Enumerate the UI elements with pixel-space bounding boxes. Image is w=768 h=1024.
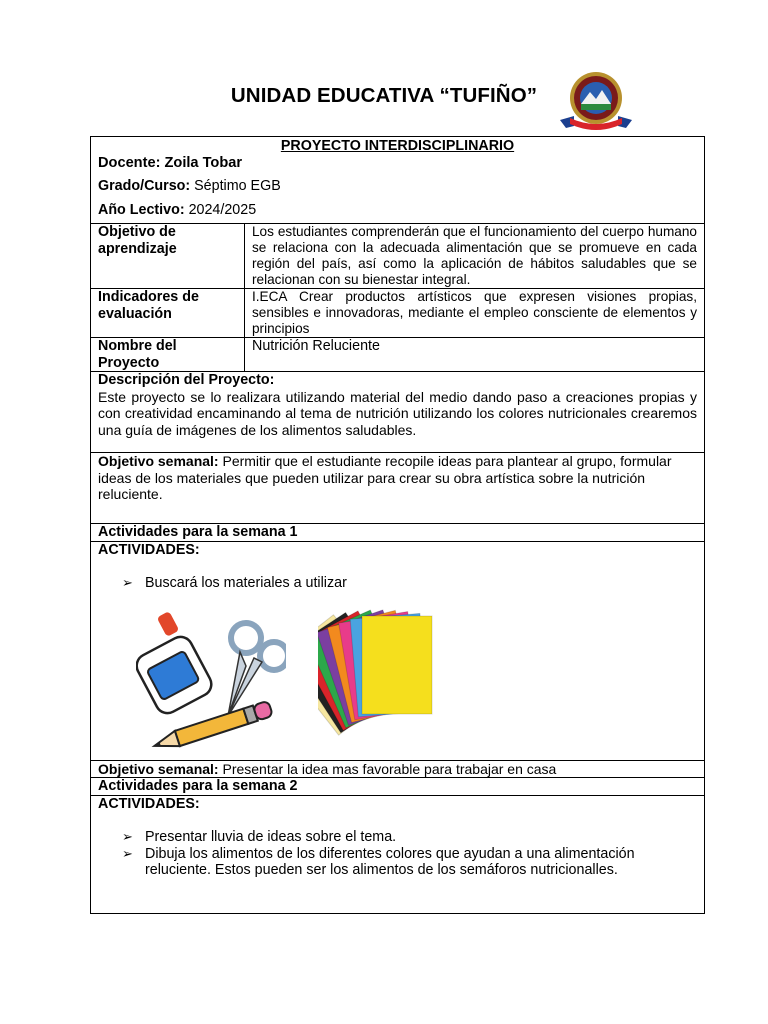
year-value: 2024/2025 bbox=[188, 201, 257, 218]
school-title: UNIDAD EDUCATIVA “TUFIÑO” bbox=[230, 84, 538, 107]
grade-line bbox=[98, 178, 697, 195]
year-label: Año Lectivo: bbox=[98, 201, 185, 218]
project-table bbox=[90, 136, 705, 914]
weekly-objective-1-text: Permitir que el estudiante recopile ideas para plantear al grupo, formular ideas de los materiales que pueden utilizar para crear su obra artística sobre la nutrición reluciente. bbox=[98, 453, 672, 502]
arrow-bullet-icon: ➢ bbox=[122, 829, 133, 844]
description-text: Este proyecto se lo realizara utilizando material del medio dando paso a creaciones propias y con creatividad encaminando al tema de nutrición utilizando los colores nutricionales crearemos una guía de imágenes de los alimentos saludables. bbox=[98, 388, 697, 438]
list-item: ➢ Dibuja los alimentos de los diferentes colores que ayudan a una alimentación reluciente. Estos pueden ser los alimentos de los semáforos nutricionalles. bbox=[122, 845, 635, 878]
weekly-objective-2 bbox=[91, 760, 705, 778]
week2-activities-cell bbox=[91, 795, 705, 913]
indicators-value: I.ECA Crear productos artísticos que expresen visiones propias, sensibles e innovadoras, mediante el empleo consciente de elementos y principios bbox=[245, 289, 705, 338]
weekly-objective-1-label: Objetivo semanal: bbox=[98, 453, 219, 469]
week2-activities-label: ACTIVIDADES: bbox=[98, 795, 200, 812]
objective-label: Objetivo de aprendizaje bbox=[91, 224, 245, 289]
materials-illustration bbox=[98, 592, 697, 742]
header-cell bbox=[91, 137, 705, 224]
scissors-handle bbox=[231, 623, 261, 653]
weekly-objective-2-text: Presentar la idea mas favorable para trabajar en casa bbox=[218, 760, 557, 777]
description-cell bbox=[91, 372, 705, 453]
week1-activities-label: ACTIVIDADES: bbox=[98, 541, 200, 558]
grade-value: Séptimo EGB bbox=[194, 178, 281, 194]
colored-paper-stack bbox=[318, 592, 468, 742]
list-item: ➢ Buscará los materiales a utilizar bbox=[122, 575, 347, 591]
weekly-objective-1 bbox=[91, 453, 705, 524]
year-line bbox=[98, 202, 697, 219]
week1-activities-cell bbox=[91, 541, 705, 760]
paper-sheet bbox=[362, 616, 432, 714]
school-crest-logo bbox=[560, 70, 632, 132]
objective-value: Los estudiantes comprenderán que el funcionamiento del cuerpo humano se relaciona con la adecuada alimentación que se promueve en cada región del país, así como la aplicación de hábitos saludables que se relacionan con su bienestar integral. bbox=[245, 224, 705, 289]
project-heading: PROYECTO INTERDISCIPLINARIO bbox=[280, 138, 515, 154]
week1-heading: Actividades para la semana 1 bbox=[91, 524, 705, 542]
project-name-value: Nutrición Reluciente bbox=[245, 338, 705, 372]
week1-activity-list bbox=[98, 575, 697, 592]
description-label: Descripción del Proyecto: bbox=[98, 372, 275, 388]
grade-label: Grado/Curso: bbox=[98, 178, 191, 194]
weekly-objective-2-label: Objetivo semanal: bbox=[98, 760, 219, 777]
week2-heading: Actividades para la semana 2 bbox=[91, 778, 705, 796]
glue-scissors-pencil-clipart bbox=[136, 608, 286, 758]
glue-cap bbox=[157, 611, 180, 637]
project-name-label: Nombre del Proyecto bbox=[91, 338, 245, 372]
arrow-bullet-icon: ➢ bbox=[122, 845, 133, 861]
scissors-handle bbox=[260, 642, 286, 670]
week2-activity-list bbox=[98, 829, 697, 879]
list-item: ➢ Presentar lluvia de ideas sobre el tema. bbox=[122, 829, 397, 845]
teacher-line: Docente: Zoila Tobar bbox=[98, 154, 243, 171]
arrow-bullet-icon: ➢ bbox=[122, 575, 133, 590]
indicators-label: Indicadores de evaluación bbox=[91, 289, 245, 338]
